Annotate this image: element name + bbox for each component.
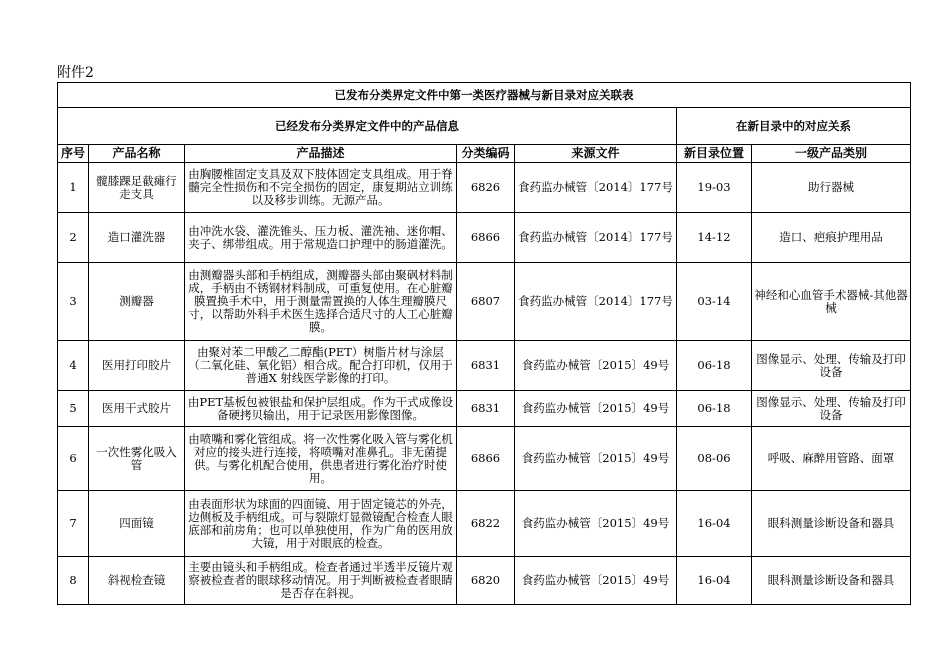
row-code: 6831 bbox=[457, 391, 515, 427]
row-position: 16-04 bbox=[677, 491, 752, 557]
row-code: 6807 bbox=[457, 263, 515, 341]
row-position: 16-04 bbox=[677, 557, 752, 605]
row-name: 造口灌洗器 bbox=[89, 213, 185, 263]
row-name: 医用干式胶片 bbox=[89, 391, 185, 427]
row-code: 6866 bbox=[457, 213, 515, 263]
table-row bbox=[58, 341, 911, 391]
row-code: 6831 bbox=[457, 341, 515, 391]
row-category: 神经和心血管手术器械-其他器械 bbox=[752, 263, 911, 341]
section-header-left: 已经发布分类界定文件中的产品信息 bbox=[58, 108, 677, 145]
row-no: 4 bbox=[58, 341, 89, 391]
row-code: 6866 bbox=[457, 427, 515, 491]
row-category: 图像显示、处理、传输及打印设备 bbox=[752, 341, 911, 391]
table-row bbox=[58, 163, 911, 213]
row-position: 03-14 bbox=[677, 263, 752, 341]
row-category: 图像显示、处理、传输及打印设备 bbox=[752, 391, 911, 427]
table-row bbox=[58, 213, 911, 263]
header-position: 新目录位置 bbox=[677, 145, 752, 163]
row-source: 食药监办械管〔2014〕177号 bbox=[515, 213, 677, 263]
header-desc: 产品描述 bbox=[185, 145, 457, 163]
header-name: 产品名称 bbox=[89, 145, 185, 163]
row-desc: 由胸腰椎固定支具及双下肢体固定支具组成。用于脊髓完全性损伤和不完全损伤的固定，康复期站立训练以及移步训练。无源产品。 bbox=[185, 163, 457, 213]
row-name: 测瓣器 bbox=[89, 263, 185, 341]
row-source: 食药监办械管〔2014〕177号 bbox=[515, 163, 677, 213]
row-name: 医用打印胶片 bbox=[89, 341, 185, 391]
row-category: 眼科测量诊断设备和器具 bbox=[752, 557, 911, 605]
row-position: 08-06 bbox=[677, 427, 752, 491]
row-code: 6822 bbox=[457, 491, 515, 557]
attachment-label: 附件2 bbox=[57, 65, 94, 81]
row-desc: 由聚对苯二甲酸乙二醇酯(PET）树脂片材与涂层（二氧化硅、氧化铝）相合成。配合打印机，仅用于普通X 射线医学影像的打印。 bbox=[185, 341, 457, 391]
row-name: 一次性雾化吸入管 bbox=[89, 427, 185, 491]
row-name: 髋膝踝足截瘫行走支具 bbox=[89, 163, 185, 213]
row-position: 19-03 bbox=[677, 163, 752, 213]
row-category: 呼吸、麻醉用管路、面罩 bbox=[752, 427, 911, 491]
row-position: 06-18 bbox=[677, 341, 752, 391]
header-category: 一级产品类别 bbox=[752, 145, 911, 163]
row-no: 7 bbox=[58, 491, 89, 557]
row-no: 8 bbox=[58, 557, 89, 605]
header-code: 分类编码 bbox=[457, 145, 515, 163]
row-desc: 由PET基板包被银盐和保护层组成。作为干式成像设备硬拷贝输出，用于记录医用影像图像。 bbox=[185, 391, 457, 427]
row-no: 1 bbox=[58, 163, 89, 213]
row-position: 14-12 bbox=[677, 213, 752, 263]
header-no: 序号 bbox=[58, 145, 89, 163]
row-desc: 主要由镜头和手柄组成。检查者通过半透半反镜片观察被检查者的眼球移动情况。用于判断被检查者眼睛是否存在斜视。 bbox=[185, 557, 457, 605]
row-no: 6 bbox=[58, 427, 89, 491]
table-row bbox=[58, 491, 911, 557]
row-desc: 由冲洗水袋、灌洗锥头、压力板、灌洗袖、迷你帽、夹子、绑带组成。用于常规造口护理中的肠道灌洗。 bbox=[185, 213, 457, 263]
row-name: 斜视检查镜 bbox=[89, 557, 185, 605]
header-source: 来源文件 bbox=[515, 145, 677, 163]
table-row bbox=[58, 427, 911, 491]
row-name: 四面镜 bbox=[89, 491, 185, 557]
row-source: 食药监办械管〔2015〕49号 bbox=[515, 391, 677, 427]
row-source: 食药监办械管〔2015〕49号 bbox=[515, 427, 677, 491]
row-no: 2 bbox=[58, 213, 89, 263]
row-position: 06-18 bbox=[677, 391, 752, 427]
table-row bbox=[58, 557, 911, 605]
row-category: 造口、疤痕护理用品 bbox=[752, 213, 911, 263]
row-code: 6826 bbox=[457, 163, 515, 213]
row-category: 助行器械 bbox=[752, 163, 911, 213]
section-header-right: 在新目录中的对应关系 bbox=[677, 108, 911, 145]
correlation-table bbox=[57, 82, 911, 605]
row-source: 食药监办械管〔2015〕49号 bbox=[515, 557, 677, 605]
table-title: 已发布分类界定文件中第一类医疗器械与新目录对应关联表 bbox=[58, 83, 911, 108]
row-source: 食药监办械管〔2014〕177号 bbox=[515, 263, 677, 341]
row-desc: 由测瓣器头部和手柄组成，测瓣器头部由聚砜材料制成，手柄由不锈钢材料制成，可重复使用。在心脏瓣膜置换手术中，用于测量需置换的人体生理瓣膜尺寸，以帮助外科手术医生选择合适尺寸的人工心脏瓣膜。 bbox=[185, 263, 457, 341]
row-code: 6820 bbox=[457, 557, 515, 605]
row-category: 眼科测量诊断设备和器具 bbox=[752, 491, 911, 557]
table-row bbox=[58, 263, 911, 341]
row-no: 3 bbox=[58, 263, 89, 341]
row-desc: 由表面形状为球面的四面镜、用于固定镜芯的外壳，边侧板及手柄组成。可与裂隙灯显微镜配合检查人眼底部和前房角；也可以单独使用，作为广角的医用放大镜，用于对眼底的检查。 bbox=[185, 491, 457, 557]
row-no: 5 bbox=[58, 391, 89, 427]
row-desc: 由喷嘴和雾化管组成。将一次性雾化吸入管与雾化机对应的接头进行连接，将喷嘴对准鼻孔。非无菌提供。与雾化机配合使用，供患者进行雾化治疗时使用。 bbox=[185, 427, 457, 491]
row-source: 食药监办械管〔2015〕49号 bbox=[515, 491, 677, 557]
row-source: 食药监办械管〔2015〕49号 bbox=[515, 341, 677, 391]
table-row bbox=[58, 391, 911, 427]
